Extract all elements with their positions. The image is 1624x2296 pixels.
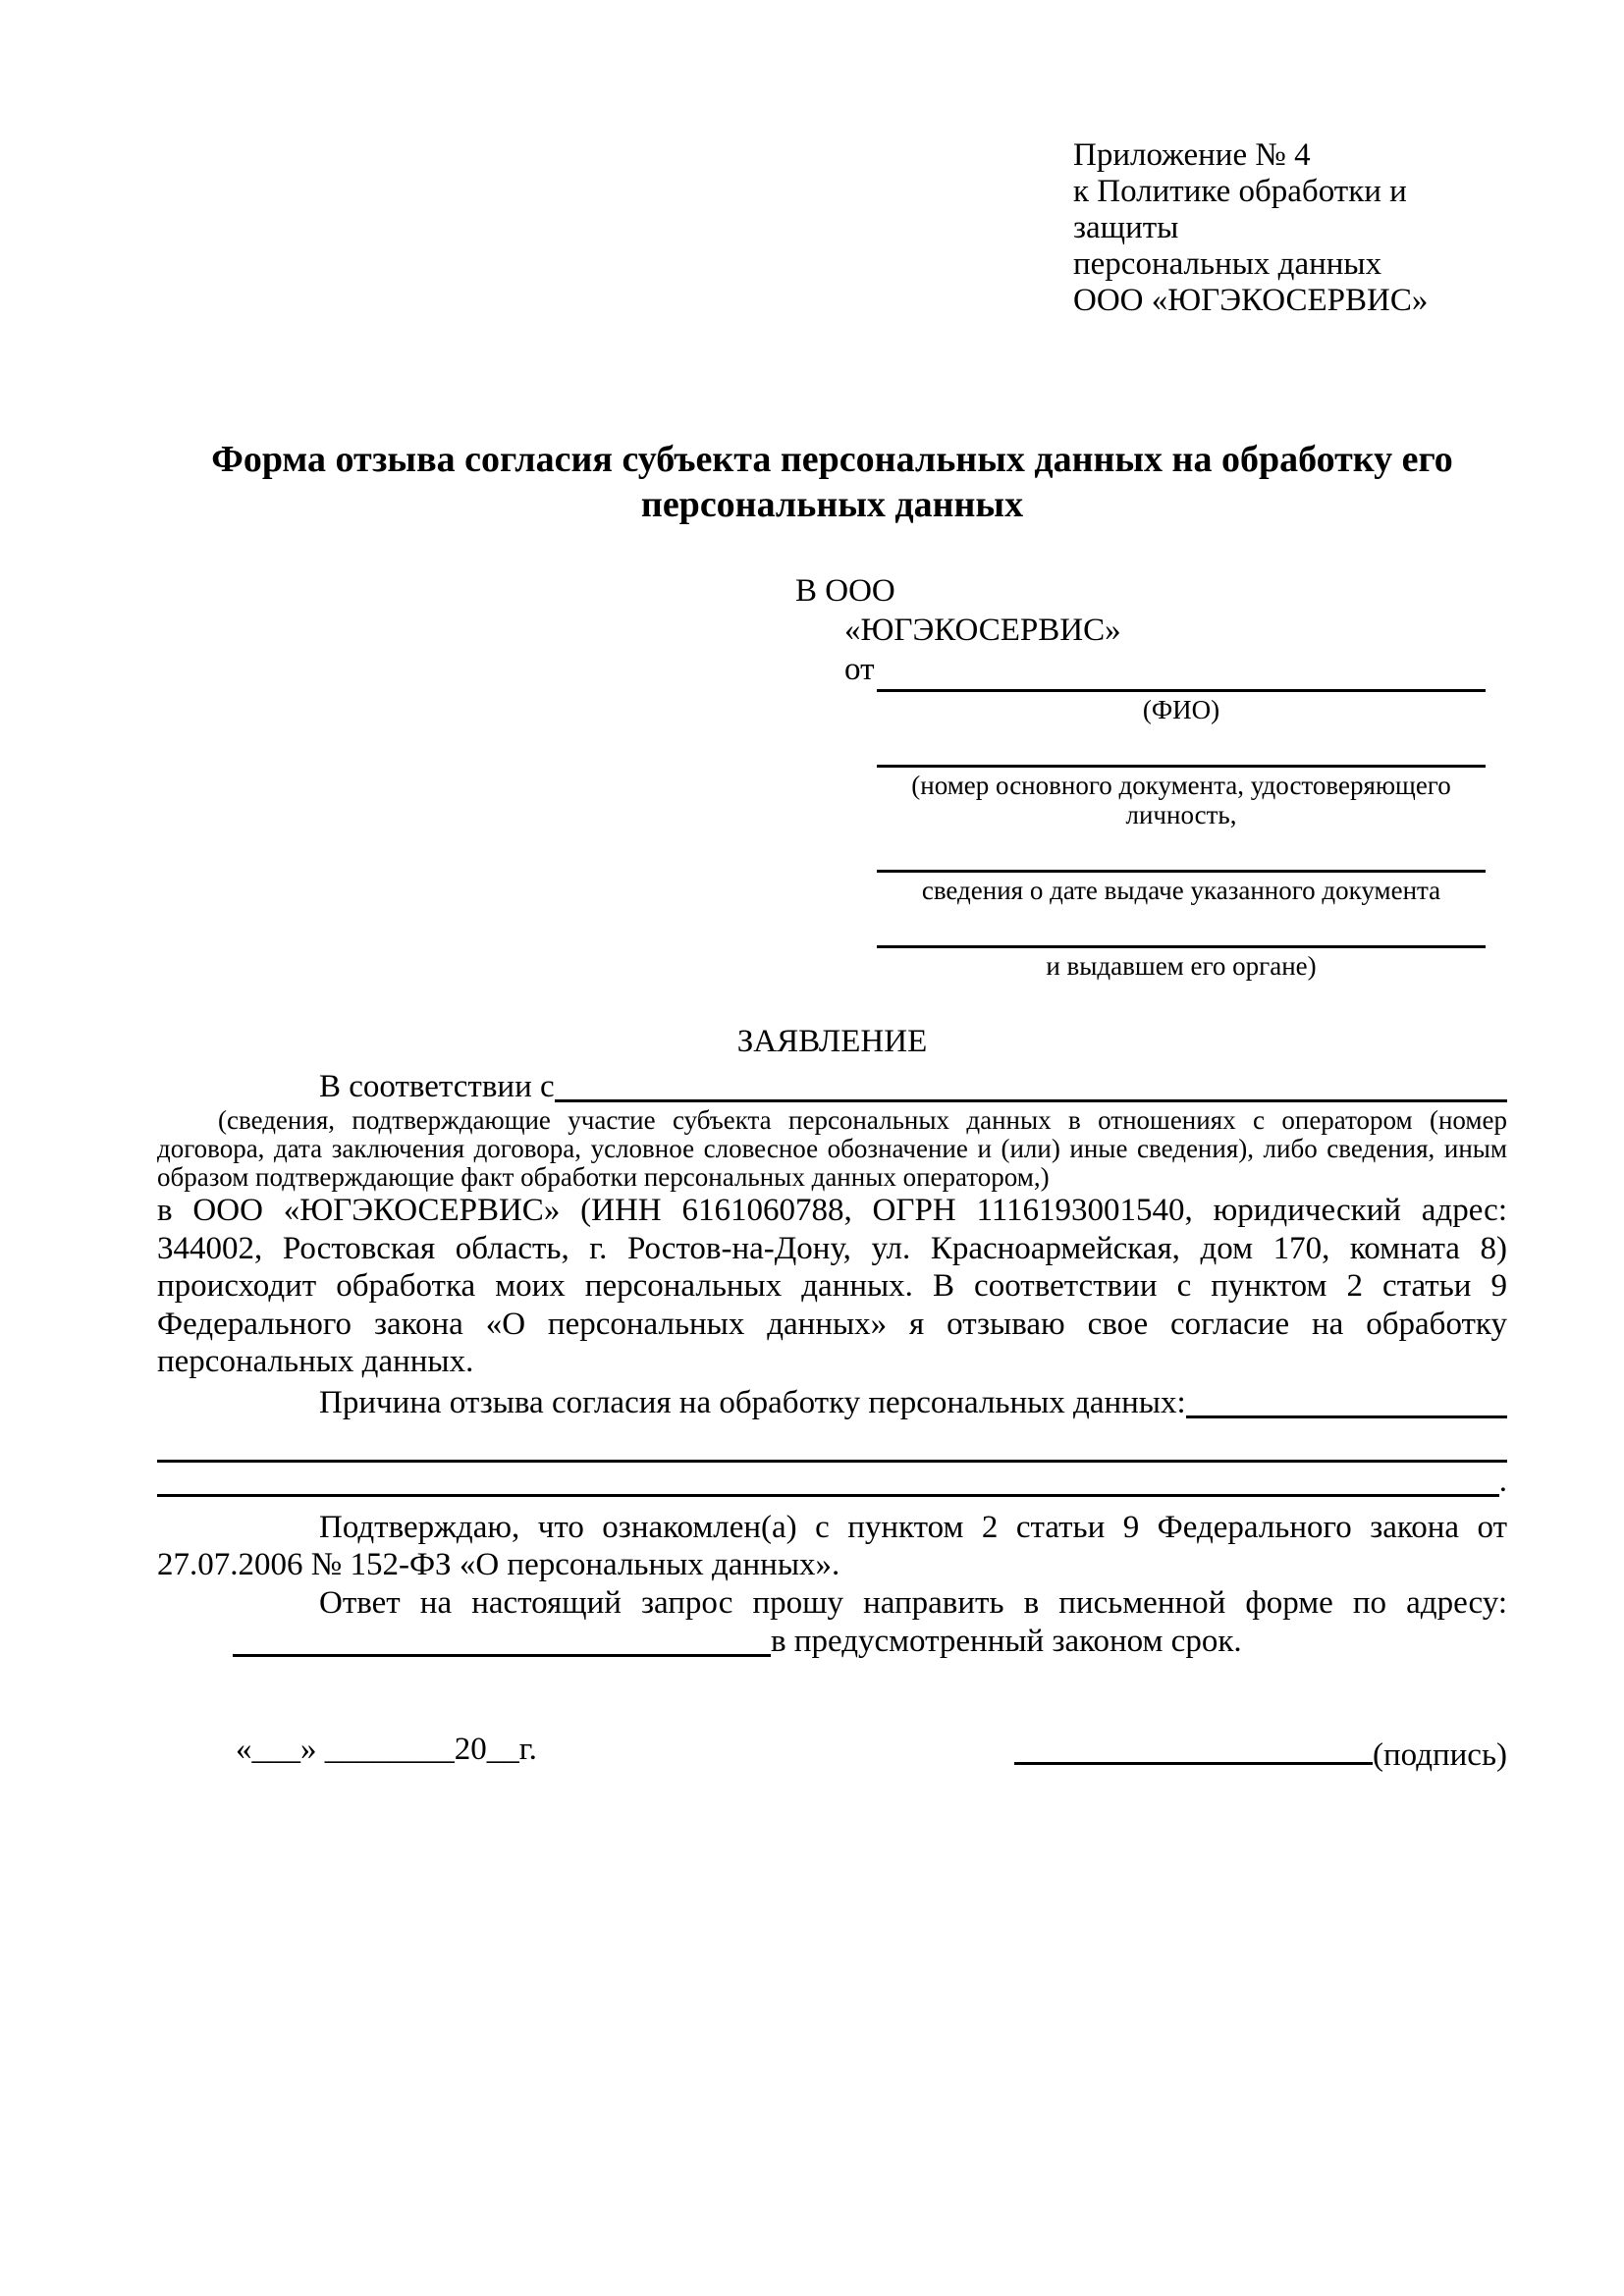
fio-field [877,689,1486,724]
reason-prefix: Причина отзыва согласия на обработку персональных данных: [319,1384,1186,1420]
document-number-blank-line [877,765,1486,768]
accordance-prefix: В соответствии с [319,1069,555,1104]
addressee-from-label: от [844,652,875,687]
issuing-authority-field [877,945,1486,981]
reason-trailing-period: . [1498,1463,1507,1499]
reason-blank-line-2 [157,1422,1507,1463]
issue-date-field [877,870,1486,905]
document-number-field [877,765,1486,829]
date-blank: «___» ________20__г. [236,1732,537,1767]
reason-blank-line-3 [157,1463,1507,1500]
appendix-header-line: ООО «ЮГЭКОСЕРВИС» [1073,283,1429,318]
addressee-org-prefix: В ООО [795,573,895,609]
reply-suffix: в предусмотренный законом срок. [771,1624,1242,1659]
statement-body: в ООО «ЮГЭКОСЕРВИС» (ИНН 6161060788, ОГРН 1116193001540, юридический адрес: 344002, Ростовская область, г. Ростов-на-Дону, ул. Красноармейская, дом 170, комната 8) происходит обработка моих персональных данных. В соответствии с пунктом 2 статьи 9 Федерального закона «О персональных данных» я отзываю свое согласие на обработку персональных данных. [157,1193,1507,1379]
accordance-footnote: (сведения, подтверждающие участие субъекта персональных данных в отношениях с оператором (номер договора, дата заключения договора, условное словесное обозначение и (или) иные сведения), либо сведения, иным образом подтверждающие факт обработки персональных данных оператором,) [157,1105,1507,1192]
appendix-header [1073,137,1507,319]
accordance-blank-line [555,1067,1507,1102]
reason-blank-line-3-rule [157,1463,1499,1497]
appendix-header-line: Приложение № 4 [1073,137,1311,173]
fio-blank-line [877,689,1486,692]
issuing-authority-blank-line [877,945,1486,948]
reply-address-blank-line [233,1622,771,1657]
signature-field [1014,1730,1507,1775]
signature-row [157,1730,1507,1775]
appendix-header-line: персональных данных [1073,246,1382,282]
signature-blank-line [1014,1730,1373,1765]
reply-request-line: Ответ на настоящий запрос прошу направить в письменной форме по адресу: [319,1584,1507,1621]
form-title: Форма отзыва согласия субъекта персональных данных на обработку его персональных данных [211,439,1453,525]
reply-address-line [233,1622,1507,1661]
accordance-line [157,1067,1507,1106]
addressee-org-name: «ЮГЭКОСЕРВИС» [844,613,1121,648]
reason-line [157,1383,1507,1422]
appendix-header-line: к Политике обработки и защиты [1073,174,1407,245]
issue-date-blank-line [877,870,1486,873]
statement-heading: ЗАЯВЛЕНИЕ [736,1024,928,1059]
issuing-authority-caption: и выдавшем его органе) [1046,951,1317,981]
fio-caption: (ФИО) [1142,695,1220,724]
issue-date-caption: сведения о дате выдаче указанного документа [921,876,1441,905]
document-number-caption: (номер основного документа, удостоверяющего личность, [911,771,1451,829]
confirmation-paragraph: Подтверждаю, что ознакомлен(а) с пунктом 2 статьи 9 Федерального закона от 27.07.2006 № 152-ФЗ «О персональных данных». [157,1509,1507,1582]
signature-caption: (подпись) [1373,1737,1507,1773]
addressee-block [157,571,1507,981]
reason-blank-line [1186,1383,1507,1418]
addressee-blank-fields [157,689,1507,981]
